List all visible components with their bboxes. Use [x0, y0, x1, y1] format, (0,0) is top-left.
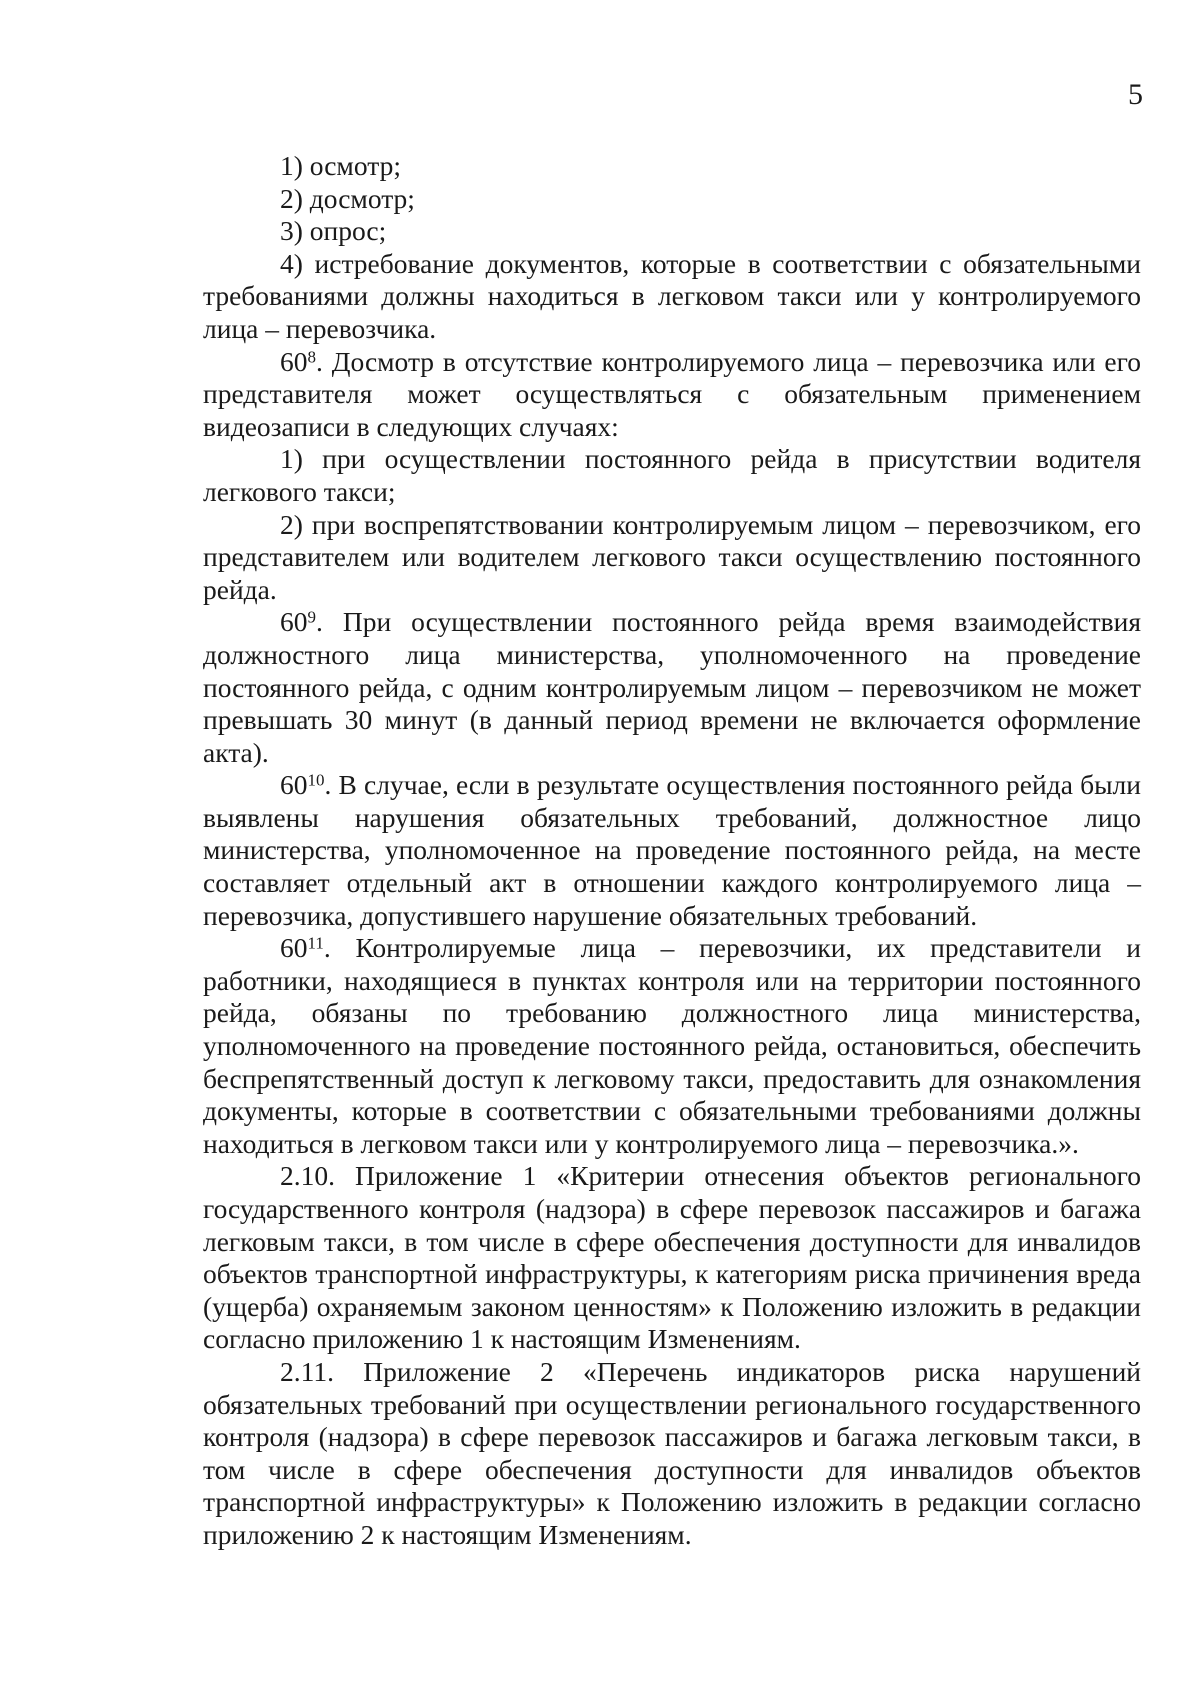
- list-item-survey: 3) опрос;: [280, 215, 387, 247]
- paragraph-60-11: [203, 932, 1141, 1160]
- paragraph-text: . При осуществлении постоянного рейда время взаимодействия должностного лица министерства, уполномоченного на проведение постоянного рейда, с одним контролируемым лицом – перевозчиком не может превышать 30 минут (в данный период времени не включается оформление акта).: [203, 606, 1141, 768]
- page-number: 5: [1128, 78, 1143, 111]
- paragraph-2-11: 2.11. Приложение 2 «Перечень индикаторов риска нарушений обязательных требований при осуществлении регионального государственного контроля (надзора) в сфере перевозок пассажиров и багажа легковым такси, в том числе в сфере обеспечения доступности для инвалидов объектов транспортной инфраструктуры» к Положению изложить в редакции согласно приложению 2 к настоящим Изменениям.: [203, 1355, 1141, 1550]
- list-item-permanent-raid: 1) при осуществлении постоянного рейда в присутствии водителя легкового такси;: [203, 443, 1141, 507]
- paragraph-superscript: 9: [307, 607, 316, 627]
- paragraph-60-10: [203, 769, 1141, 932]
- paragraph-number: 60: [280, 769, 308, 801]
- paragraph-superscript: 10: [307, 770, 325, 790]
- paragraph-superscript: 11: [307, 933, 324, 953]
- document-body: [203, 150, 1141, 1552]
- paragraph-2-10: 2.10. Приложение 1 «Критерии отнесения объектов регионального государственного контроля (надзора) в сфере перевозок пассажиров и багажа легковым такси, в том числе в сфере обеспечения доступности для инвалидов объектов транспортной инфраструктуры, к категориям риска причинения вреда (ущерба) охраняемым законом ценностям» к Положению изложить в редакции согласно приложению 1 к настоящим Изменениям.: [203, 1160, 1141, 1355]
- paragraph-number: 60: [280, 932, 308, 964]
- paragraph-superscript: 8: [307, 347, 316, 367]
- paragraph-60-8: [203, 346, 1141, 444]
- paragraph-number: 60: [280, 345, 308, 377]
- list-item-documents: 4) истребование документов, которые в соответствии с обязательными требованиями должны находиться в легковом такси или у контролируемого лица – перевозчика.: [203, 247, 1141, 344]
- list-item-obstruction: 2) при воспрепятствовании контролируемым лицом – перевозчиком, его представителем или водителем легкового такси осуществлению постоянного рейда.: [203, 508, 1141, 605]
- paragraph-text: . В случае, если в результате осуществления постоянного рейда были выявлены нарушения обязательных требований, должностное лицо министерства, уполномоченное на проведение постоянного рейда, на месте составляет отдельный акт в отношении каждого контролируемого лица – перевозчика, допустившего нарушение обязательных требований.: [203, 769, 1141, 931]
- paragraph-text: . Досмотр в отсутствие контролируемого лица – перевозчика или его представителя может осуществляться с обязательным применением видеозаписи в следующих случаях:: [203, 345, 1141, 442]
- list-item-inspection: 1) осмотр;: [280, 150, 401, 181]
- paragraph-text: . Контролируемые лица – перевозчики, их представители и работники, находящиеся в пунктах контроля или на территории постоянного рейда, обязаны по требованию должностного лица министерства, уполномоченного на проведение постоянного рейда, остановиться, обеспечить беспрепятственный доступ к легковому такси, предоставить для ознакомления документы, которые в соответствии с обязательными требованиями должны находиться в легковом такси или у контролируемого лица – перевозчика.».: [203, 932, 1141, 1159]
- paragraph-number: 60: [280, 606, 308, 638]
- paragraph-60-9: [203, 606, 1141, 769]
- list-item-search: 2) досмотр;: [280, 182, 415, 214]
